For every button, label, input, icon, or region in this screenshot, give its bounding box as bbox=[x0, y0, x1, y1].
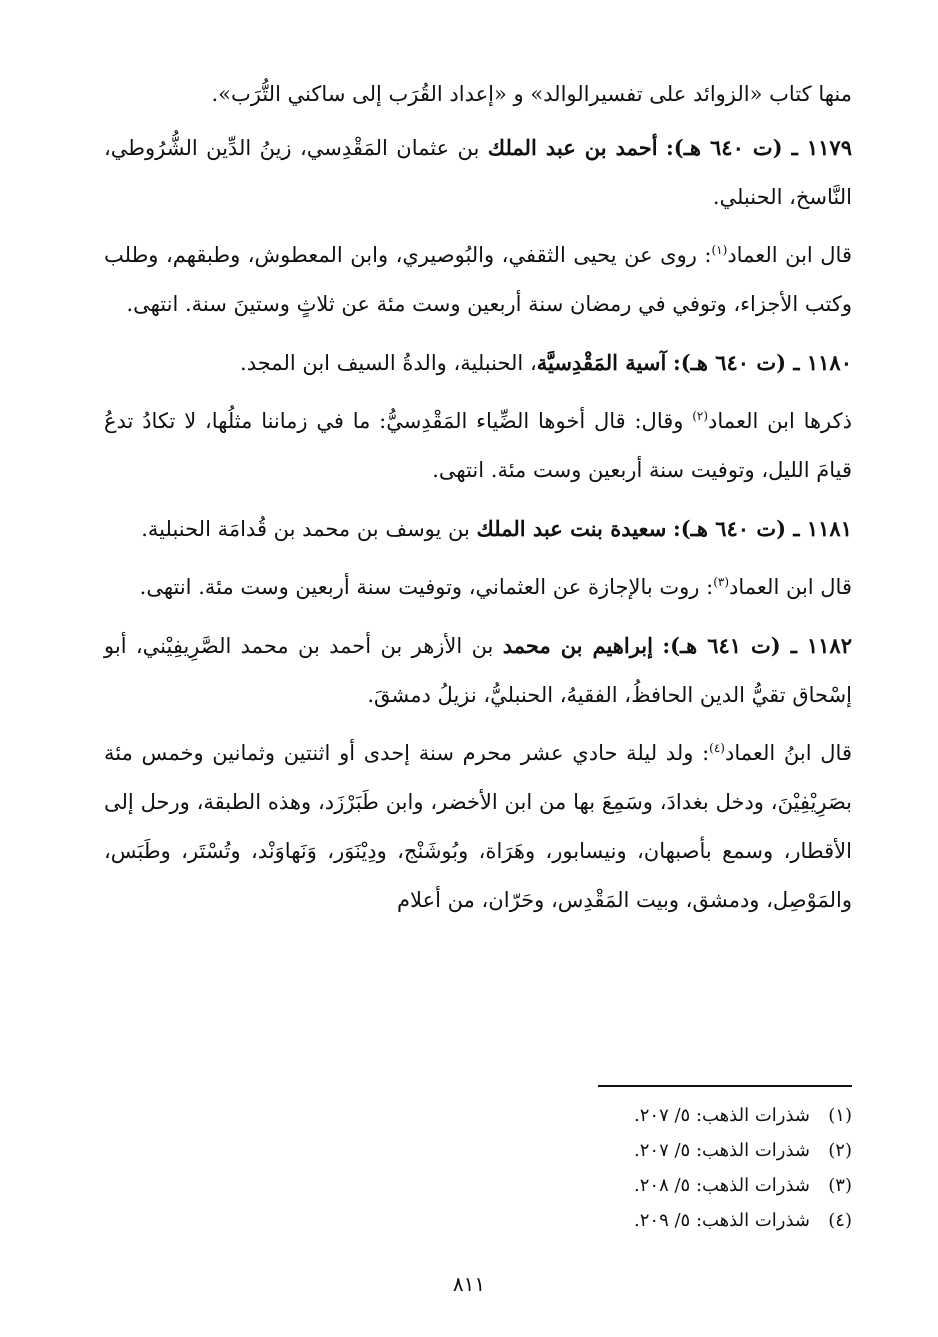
quote-text: : روت بالإجازة عن العثماني، وتوفيت سنة أربعين وست مئة. انتهى. bbox=[139, 575, 714, 599]
footnote-number: (٢) bbox=[828, 1140, 852, 1161]
entry-number: ١١٨١ bbox=[806, 516, 852, 541]
footnote bbox=[432, 1133, 852, 1168]
quote-paragraph bbox=[104, 397, 852, 495]
entry-text: بن عثمان المَقْدِسي، زينُ الدِّين الشُّرُوطي، النَّاسخ، الحنبلي. bbox=[104, 136, 852, 209]
paragraph-text: منها كتاب «الزوائد على تفسيرالوالد» و «إعداد القُرَب إلى ساكني التُّرَب». bbox=[211, 82, 852, 106]
footnote-number: (٤) bbox=[828, 1210, 852, 1231]
footnote-marker: (٤) bbox=[709, 741, 725, 755]
footnote-marker: (١) bbox=[711, 243, 728, 257]
entry-text: ، الحنبلية، والدةُ السيف ابن المجد. bbox=[240, 351, 537, 375]
entry-1182 bbox=[104, 621, 852, 720]
entry-dash: ـ bbox=[786, 516, 807, 541]
entry-name: سعيدة بنت عبد الملك bbox=[476, 516, 667, 541]
quote-lead: قال ابن العماد bbox=[727, 243, 852, 267]
entry-date: (ت ٦٤١ هـ): bbox=[662, 633, 781, 658]
entry-date: (ت ٦٤٠ هـ): bbox=[672, 350, 787, 375]
entry-dash: ـ bbox=[780, 633, 807, 658]
entry-1179 bbox=[104, 123, 852, 222]
entry-1180 bbox=[104, 338, 852, 388]
footnote bbox=[432, 1168, 852, 1203]
quote-text: وقال: قال أخوها الضِّياء المَقْدِسيُّ: ما في زماننا مثلُها، لا تكادُ تدعُ قيامَ الليل، وتوفيت سنة أربعين وست مئة. انتهى. bbox=[104, 409, 852, 482]
footnote-divider bbox=[598, 1085, 852, 1087]
footnote-text: شذرات الذهب: ٥/ ٢٠٨. bbox=[634, 1175, 810, 1196]
entry-number: ١١٧٩ bbox=[806, 135, 852, 160]
entry-dash: ـ bbox=[782, 135, 807, 160]
quote-text: : ولد ليلة حادي عشر محرم سنة إحدى أو اثنتين وثمانين وخمس مئة بصَرِيْفِيْنَ، ودخل بغدادَ، وسَمِعَ بها من ابن الأخضر، وابن طَبَرْزَد، وهذه الطبقة، ورحل إلى الأقطار، وسمع بأصبهان، ونيسابور، وهَرَاة، وبُوشَنْج، ودِيْنَوَر، وَنَهاوَنْد، وتُسْتَر، وطَبَس، والمَوْصِل، ودمشق، وبيت المَقْدِس، وحَرّان، من أعلام bbox=[104, 741, 852, 912]
paragraph-continuation bbox=[104, 70, 852, 119]
entry-date: (ت ٦٤٠ هـ): bbox=[666, 135, 783, 160]
entry-name: آسية المَقْدِسيَّة bbox=[536, 350, 667, 375]
entry-text: بن الأزهر بن أحمد بن محمد الصَّرِيفِيْني، أبو إسْحاق تقيُّ الدين الحافظُ، الفقيهُ، الحنبليُّ، نزيلُ دمشقَ. bbox=[104, 634, 852, 707]
footnote-text: شذرات الذهب: ٥/ ٢٠٩. bbox=[634, 1210, 810, 1231]
footnote-marker: (٢) bbox=[692, 409, 709, 423]
entry-name: أحمد بن عبد الملك bbox=[487, 135, 658, 160]
footnote bbox=[432, 1203, 852, 1238]
footnote bbox=[432, 1098, 852, 1133]
quote-text: : روى عن يحيى الثقفي، والبُوصيري، وابن المعطوش، وطبقهم، وطلب وكتب الأجزاء، وتوفي في رمضان سنة أربعين وست مئة عن ثلاثٍ وستينَ سنة. انتهى. bbox=[104, 243, 852, 316]
entry-date: (ت ٦٤٠ هـ): bbox=[672, 516, 787, 541]
quote-paragraph bbox=[104, 563, 852, 612]
quote-lead: قال ابنُ العماد bbox=[724, 741, 852, 765]
footnote-number: (٣) bbox=[828, 1175, 852, 1196]
quote-paragraph bbox=[104, 231, 852, 329]
entry-name: إبراهيم بن محمد bbox=[502, 633, 653, 658]
entry-1181 bbox=[104, 504, 852, 554]
footnote-number: (١) bbox=[828, 1105, 852, 1126]
quote-paragraph bbox=[104, 729, 852, 925]
main-text bbox=[104, 70, 852, 934]
footnotes bbox=[432, 1098, 852, 1238]
entry-dash: ـ bbox=[786, 350, 807, 375]
page-number: ٨١١ bbox=[452, 1272, 486, 1296]
footnote-text: شذرات الذهب: ٥/ ٢٠٧. bbox=[634, 1105, 810, 1126]
quote-lead: قال ابن العماد bbox=[729, 575, 852, 599]
entry-text: بن يوسف بن محمد بن قُدامَة الحنبلية. bbox=[141, 517, 477, 541]
quote-lead: ذكرها ابن العماد bbox=[708, 409, 852, 433]
entry-number: ١١٨٠ bbox=[806, 350, 852, 375]
footnote-marker: (٣) bbox=[713, 575, 730, 589]
entry-number: ١١٨٢ bbox=[806, 633, 852, 658]
footnote-text: شذرات الذهب: ٥/ ٢٠٧. bbox=[634, 1140, 810, 1161]
